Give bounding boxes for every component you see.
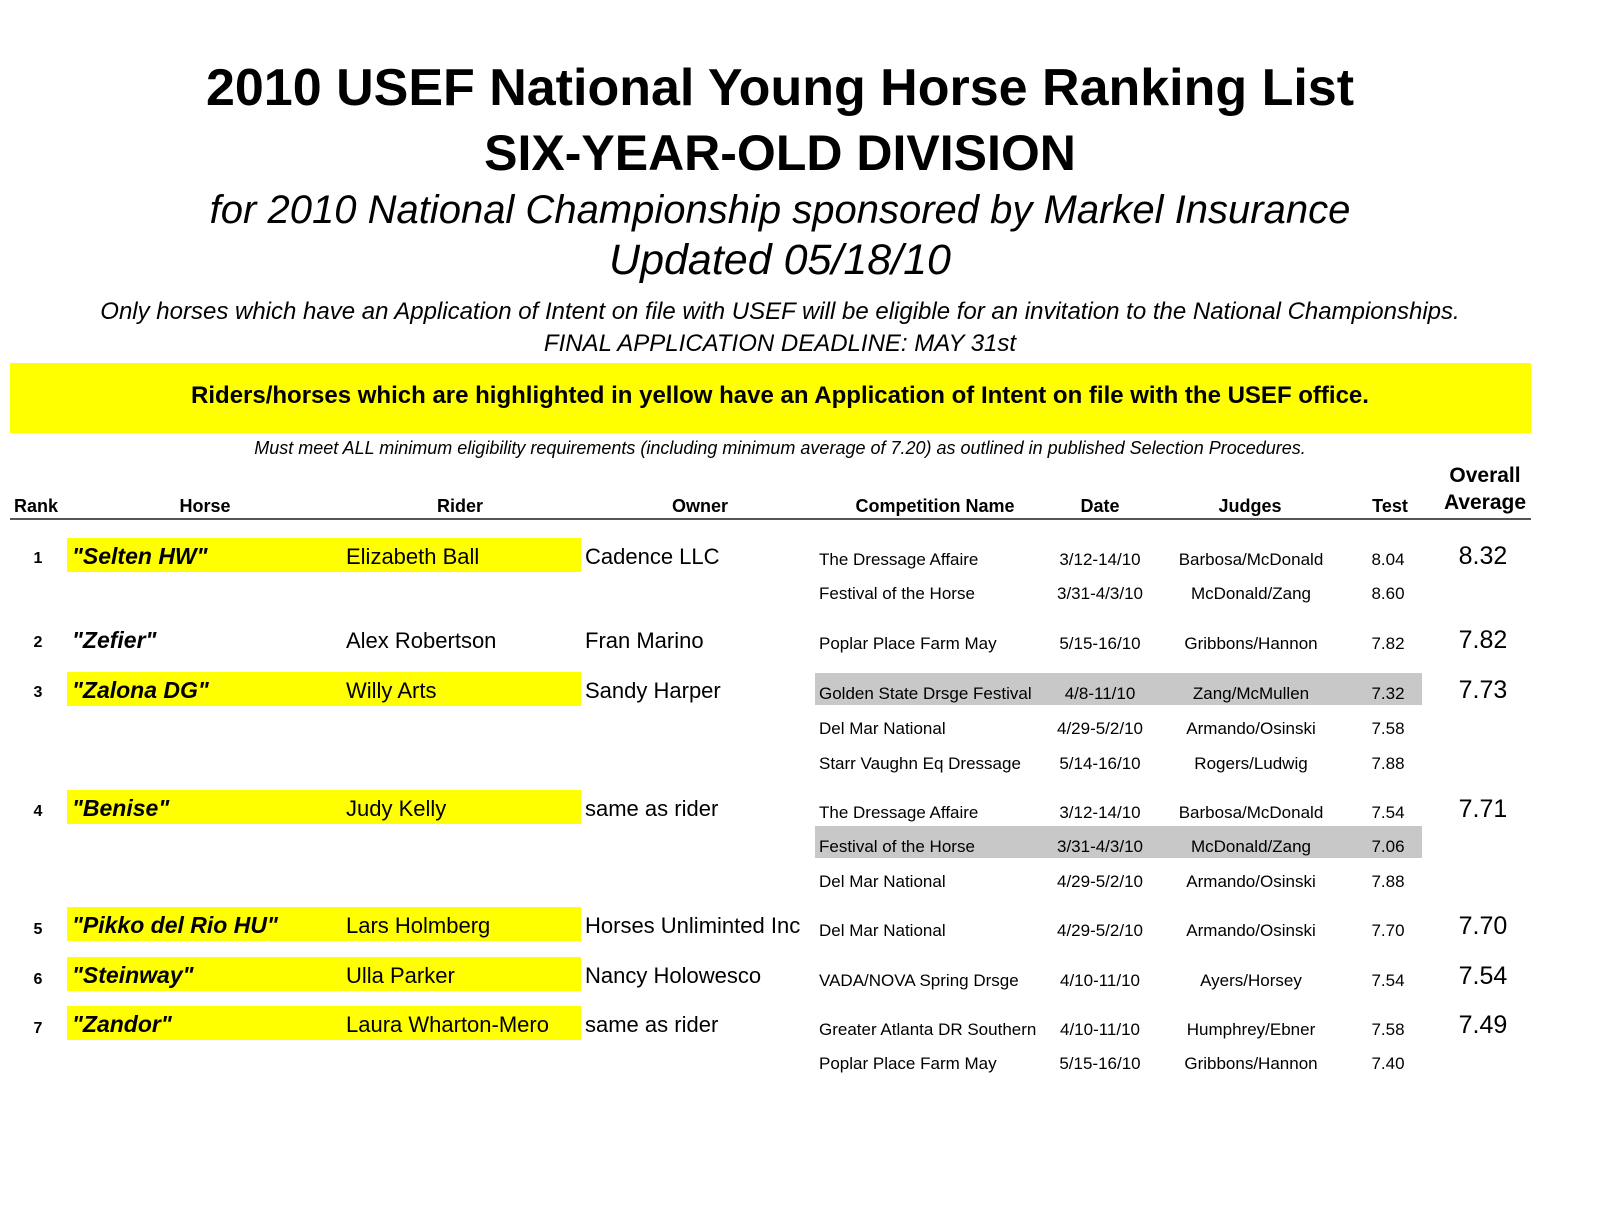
- competition-date: 4/10-11/10: [1059, 1020, 1141, 1039]
- competition-date: 5/15-16/10: [1059, 634, 1141, 653]
- highlight-banner-text: Riders/horses which are highlighted in yellow have an Application of Intent on file with the USEF office.: [191, 382, 1369, 409]
- test-score: 7.32: [1371, 684, 1405, 703]
- judges: Gribbons/Hannon: [1184, 1054, 1318, 1073]
- owner-name: Nancy Holowesco: [585, 963, 762, 988]
- sponsor-subtitle: for 2010 National Championship sponsored by Markel Insurance: [209, 188, 1351, 232]
- rank-cell: 4: [33, 803, 43, 820]
- owner-name: Sandy Harper: [585, 678, 721, 703]
- page-title: 2010 USEF National Young Horse Ranking List: [205, 59, 1355, 117]
- judges: McDonald/Zang: [1190, 584, 1311, 603]
- rank-cell: 1: [33, 550, 43, 567]
- test-score: 7.70: [1371, 921, 1405, 940]
- judges: Zang/McMullen: [1192, 684, 1310, 703]
- horse-name: "Benise": [72, 795, 170, 821]
- competition-date: 5/15-16/10: [1059, 1054, 1141, 1073]
- test-score: 7.58: [1371, 719, 1405, 738]
- judges: Ayers/Horsey: [1200, 971, 1302, 990]
- rider-name: Willy Arts: [346, 678, 437, 703]
- judges: Barbosa/McDonald: [1178, 550, 1324, 569]
- test-score: 7.88: [1371, 754, 1405, 773]
- column-header-rider: Rider: [436, 496, 483, 516]
- overall-average: 7.70: [1458, 912, 1508, 940]
- overall-label: Overall: [1449, 464, 1521, 487]
- horse-name: "Pikko del Rio HU": [72, 912, 278, 938]
- competition-name: Del Mar National: [819, 719, 946, 738]
- competition-name: Festival of the Horse: [819, 837, 975, 856]
- test-score: 7.88: [1371, 872, 1405, 891]
- competition-date: 3/31-4/3/10: [1056, 837, 1143, 856]
- test-score: 7.54: [1371, 803, 1405, 822]
- overall-average: 7.54: [1458, 962, 1508, 990]
- judges: McDonald/Zang: [1190, 837, 1311, 856]
- judges: Armando/Osinski: [1186, 872, 1316, 891]
- rider-name: Ulla Parker: [346, 963, 455, 988]
- competition-date: 3/12-14/10: [1059, 550, 1141, 569]
- judges: Humphrey/Ebner: [1186, 1020, 1316, 1039]
- judges: Gribbons/Hannon: [1184, 634, 1318, 653]
- rider-name: Judy Kelly: [346, 796, 447, 821]
- eligibility-note: Only horses which have an Application of Intent on file with USEF will be eligible for an invitation to the National Championships.: [100, 298, 1460, 325]
- average-label: Average: [1443, 491, 1527, 514]
- test-score: 7.06: [1371, 837, 1405, 856]
- overall-average: 8.32: [1458, 542, 1508, 570]
- test-score: 7.54: [1371, 971, 1405, 990]
- header-rule: [10, 518, 1531, 520]
- horse-name: "Zalona DG": [72, 677, 209, 703]
- competition-name: Del Mar National: [819, 872, 946, 891]
- competition-name: Golden State Drsge Festival: [819, 684, 1032, 703]
- competition-date: 5/14-16/10: [1059, 754, 1141, 773]
- rank-cell: 5: [33, 921, 43, 938]
- requirements-note: Must meet ALL minimum eligibility requirements (including minimum average of 7.20) as outlined in published Selection Procedures.: [254, 438, 1306, 458]
- overall-average: 7.73: [1458, 676, 1508, 704]
- column-header-overall-average: [1425, 462, 1545, 516]
- competition-name: Poplar Place Farm May: [819, 634, 997, 653]
- competition-date: 4/8-11/10: [1064, 684, 1136, 703]
- test-score: 8.60: [1371, 584, 1405, 603]
- test-score: 7.82: [1371, 634, 1405, 653]
- rank-cell: 6: [33, 971, 43, 988]
- competition-date: 3/12-14/10: [1059, 803, 1141, 822]
- division-title: SIX-YEAR-OLD DIVISION: [484, 125, 1076, 181]
- competition-name: Poplar Place Farm May: [819, 1054, 997, 1073]
- horse-name: "Zefier": [72, 627, 157, 653]
- horse-name: "Selten HW": [72, 543, 208, 569]
- column-header-test: Test: [1372, 496, 1408, 516]
- competition-name: VADA/NOVA Spring Drsge: [819, 971, 1019, 990]
- competition-name: The Dressage Affaire: [819, 550, 979, 569]
- column-header-date: Date: [1080, 496, 1120, 516]
- column-header-judges: Judges: [1218, 496, 1282, 516]
- rider-name: Laura Wharton-Mero: [346, 1012, 549, 1037]
- column-header-horse: Horse: [179, 496, 231, 516]
- test-score: 8.04: [1371, 550, 1405, 569]
- competition-name: The Dressage Affaire: [819, 803, 979, 822]
- competition-date: 4/10-11/10: [1059, 971, 1141, 990]
- competition-name: Festival of the Horse: [819, 584, 975, 603]
- column-header-rank: Rank: [14, 496, 59, 516]
- test-score: 7.40: [1371, 1054, 1405, 1073]
- overall-average: 7.82: [1458, 626, 1508, 654]
- owner-name: same as rider: [585, 1012, 719, 1037]
- competition-date: 4/29-5/2/10: [1056, 872, 1143, 891]
- deadline-note: FINAL APPLICATION DEADLINE: MAY 31st: [543, 330, 1017, 357]
- competition-name: Starr Vaughn Eq Dressage: [819, 754, 1021, 773]
- owner-name: same as rider: [585, 796, 719, 821]
- competition-date: 3/31-4/3/10: [1056, 584, 1143, 603]
- column-header-owner: Owner: [671, 496, 728, 516]
- updated-date: Updated 05/18/10: [609, 236, 951, 284]
- rank-cell: 3: [33, 684, 43, 701]
- rider-name: Lars Holmberg: [346, 913, 491, 938]
- overall-average: 7.49: [1458, 1011, 1508, 1039]
- judges: Armando/Osinski: [1186, 921, 1316, 940]
- rider-name: Elizabeth Ball: [346, 544, 480, 569]
- judges: Armando/Osinski: [1186, 719, 1316, 738]
- competition-name: Del Mar National: [819, 921, 946, 940]
- horse-name: "Steinway": [72, 962, 194, 988]
- owner-name: Fran Marino: [585, 628, 704, 653]
- judges: Rogers/Ludwig: [1194, 754, 1308, 773]
- competition-date: 4/29-5/2/10: [1056, 719, 1143, 738]
- overall-average: 7.71: [1458, 795, 1508, 823]
- column-header-competition: Competition Name: [855, 496, 1015, 516]
- owner-name: Horses Unliminted Inc: [585, 913, 801, 938]
- owner-name: Cadence LLC: [585, 544, 720, 569]
- horse-name: "Zandor": [72, 1011, 172, 1037]
- test-score: 7.58: [1371, 1020, 1405, 1039]
- competition-name: Greater Atlanta DR Southern: [819, 1020, 1037, 1039]
- judges: Barbosa/McDonald: [1178, 803, 1324, 822]
- rank-cell: 2: [33, 634, 43, 651]
- competition-date: 4/29-5/2/10: [1056, 921, 1143, 940]
- rider-name: Alex Robertson: [346, 628, 497, 653]
- rank-cell: 7: [33, 1020, 43, 1037]
